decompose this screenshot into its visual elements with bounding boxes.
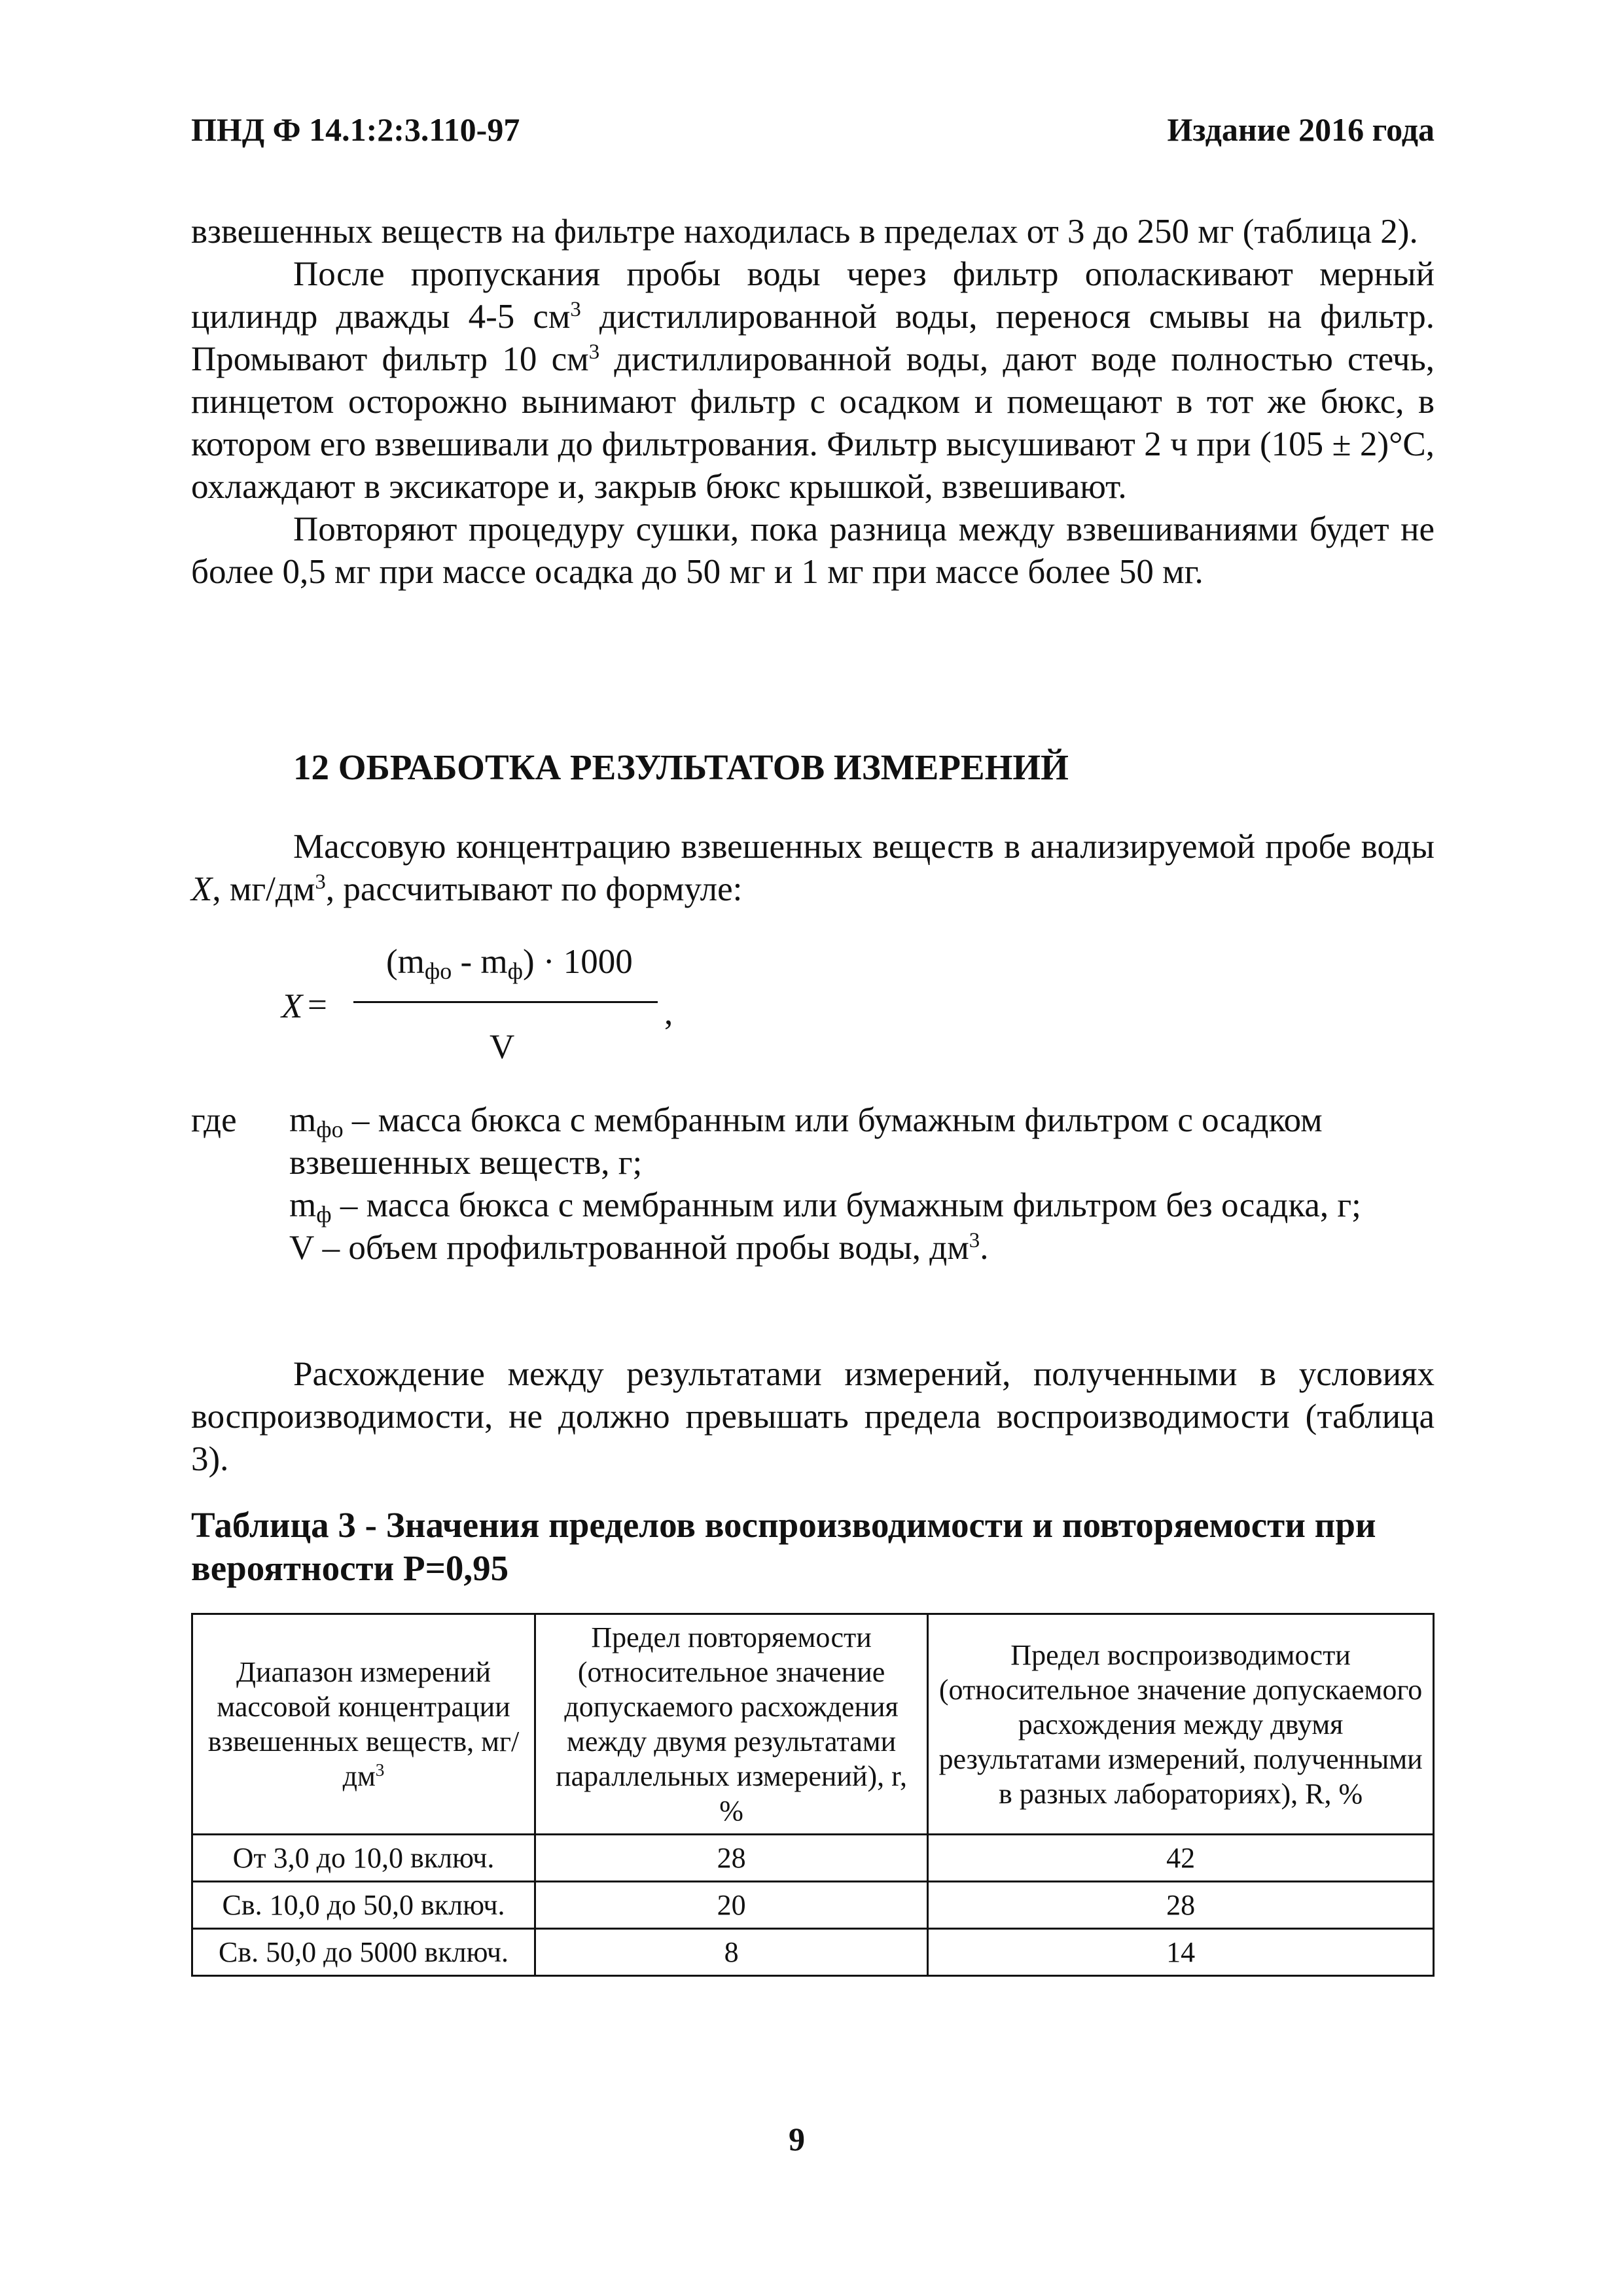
header-text: Диапазон измерений массовой концентрации взвешенных веществ, мг/дм	[207, 1656, 520, 1792]
definition-v	[289, 1227, 1435, 1269]
text-fragment: , рассчитывают по формуле:	[325, 870, 743, 908]
definition-text: – масса бюкса с мембранным или бумажным фильтром без осадка, г;	[331, 1186, 1361, 1224]
numerator-part: (m	[386, 943, 425, 981]
paragraph-rinse	[191, 253, 1435, 508]
definition-text: V – объем профильтрованной пробы воды, дм	[289, 1229, 969, 1267]
document-code: ПНД Ф 14.1:2:3.110-97	[191, 111, 520, 148]
text-fragment: дистиллированной воды, перенося смывы на фильтр. Промывают фильтр 10 см	[191, 298, 1435, 378]
numerator-part: ) · 1000	[522, 943, 633, 981]
formula-comma: ,	[664, 994, 673, 1032]
superscript: 3	[315, 870, 326, 894]
table-row	[192, 1882, 1434, 1929]
concentration-formula	[281, 942, 700, 1080]
limits-table	[191, 1613, 1435, 1977]
header-repeatability: Предел повторяемости (относительное значение допускаемого расхождения между двумя результатами параллельных измерений), r, %	[535, 1614, 928, 1835]
cell-R: 42	[928, 1835, 1434, 1882]
cell-r: 8	[535, 1929, 928, 1976]
paragraph-repeat-drying: Повторяют процедуру сушки, пока разница между взвешиваниями будет не более 0,5 мг при массе осадка до 50 мг и 1 мг при массе более 50 мг.	[191, 510, 1435, 591]
text-fragment: , мг/дм	[212, 870, 315, 908]
cell-range: От 3,0 до 10,0 включ.	[192, 1835, 535, 1882]
formula-equals: =	[308, 986, 327, 1024]
table-row	[192, 1929, 1434, 1976]
symbol: m	[289, 1101, 317, 1139]
text-fragment: Массовую концентрацию взвешенных веществ в анализируемой пробе воды	[293, 828, 1435, 866]
superscript: 3	[375, 1760, 385, 1780]
text-fragment: дистиллированной воды, дают воде полностью стечь, пинцетом осторожно вынимают фильтр с осадком и помещают в тот же бюкс, в котором его взвешивали до фильтрования. Фильтр высушивают 2 ч при (105 ± 2)°С, охлаждают в эксикаторе и, закрыв бюкс крышкой, взвешивают.	[191, 340, 1435, 506]
table-caption: Таблица 3 - Значения пределов воспроизводимости и повторяемости при вероятности Р=0,95	[191, 1505, 1376, 1588]
superscript: 3	[969, 1228, 980, 1252]
formula-denominator: V	[490, 1028, 515, 1066]
subscript: ф	[316, 1201, 332, 1227]
subscript: фо	[316, 1116, 344, 1142]
text-fragment: После пропускания пробы воды через фильтр ополаскивают мерный цилиндр дважды 4-5 см	[191, 255, 1435, 336]
superscript: 3	[570, 297, 581, 321]
superscript: 3	[588, 340, 600, 364]
paragraph-continuation: взвешенных веществ на фильтре находилась в пределах от 3 до 250 мг (таблица 2).	[191, 213, 1418, 251]
definition-m-f	[289, 1184, 1435, 1227]
formula-numerator	[386, 942, 633, 984]
cell-R: 14	[928, 1929, 1434, 1976]
body-text-top	[191, 211, 1435, 593]
cell-range: Св. 50,0 до 5000 включ.	[192, 1929, 535, 1976]
header-range	[192, 1614, 535, 1835]
table-header-row	[192, 1614, 1434, 1835]
symbol: m	[289, 1186, 317, 1224]
subscript: ф	[507, 958, 523, 984]
section-title: 12 ОБРАБОТКА РЕЗУЛЬТАТОВ ИЗМЕРЕНИЙ	[293, 747, 1069, 787]
formula-intro	[191, 826, 1435, 911]
cell-r: 28	[535, 1835, 928, 1882]
numerator-part: - m	[452, 943, 508, 981]
cell-R: 28	[928, 1882, 1434, 1929]
definition-text: – масса бюкса с мембранным или бумажным фильтром с осадком взвешенных веществ, г;	[289, 1101, 1323, 1182]
edition-label: Издание 2016 года	[1167, 111, 1435, 148]
where-label: где	[191, 1101, 237, 1139]
definition-m-fo	[289, 1099, 1435, 1184]
cell-r: 20	[535, 1882, 928, 1929]
subscript: фо	[424, 958, 452, 984]
page-number: 9	[789, 2121, 805, 2157]
fraction-bar	[353, 1001, 658, 1003]
variable-definitions	[289, 1099, 1435, 1269]
header-reproducibility: Предел воспроизводимости (относительное значение допускаемого расхождения между двумя результатами измерений, полученными в разных лабораториях), R, %	[928, 1614, 1434, 1835]
formula-lhs: X	[281, 987, 303, 1025]
cell-range: Св. 10,0 до 50,0 включ.	[192, 1882, 535, 1929]
definition-text: .	[980, 1229, 989, 1267]
variable-x: X	[191, 870, 213, 908]
paragraph-reproducibility: Расхождение между результатами измерений, полученными в условиях воспроизводимости, не должно превышать предела воспроизводимости (таблица 3).	[191, 1355, 1435, 1478]
table-row	[192, 1835, 1434, 1882]
